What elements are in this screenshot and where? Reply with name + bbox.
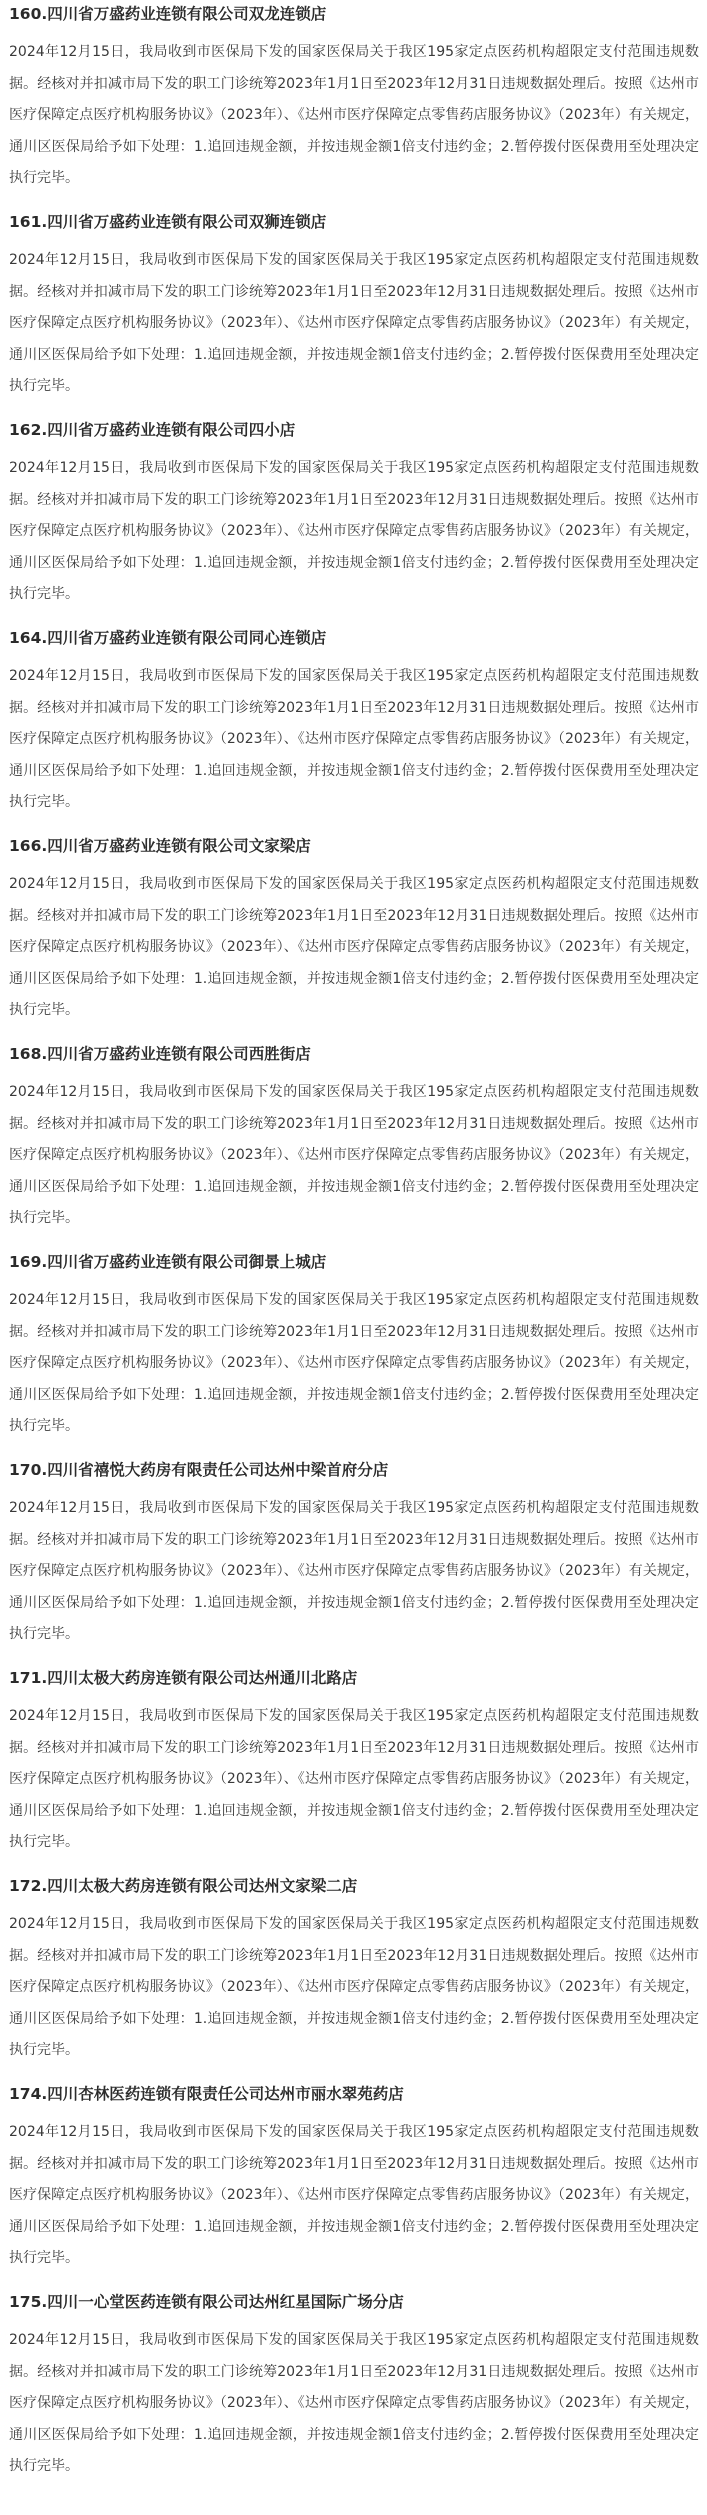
entry-body: 2024年12月15日，我局收到市医保局下发的国家医保局关于我区195家定点医药机构超限定支付范围违规数据。经核对并扣减市局下发的职工门诊统筹2023年1月1日至2023年12月31日违规数据处理后。按照《达州市医疗保障定点医疗机构服务协议》（2023年）、《达州市医疗保障定点零售药店服务协议》（2023年）有关规定，通川区医保局给予如下处理：1.追回违规金额，并按违规金额1倍支付违约金；2.暂停拨付医保费用至处理决定执行完毕。: [9, 44, 699, 186]
entry-body: 2024年12月15日，我局收到市医保局下发的国家医保局关于我区195家定点医药机构超限定支付范围违规数据。经核对并扣减市局下发的职工门诊统筹2023年1月1日至2023年12月31日违规数据处理后。按照《达州市医疗保障定点医疗机构服务协议》（2023年）、《达州市医疗保障定点零售药店服务协议》（2023年）有关规定，通川区医保局给予如下处理：1.追回违规金额，并按违规金额1倍支付违约金；2.暂停拨付医保费用至处理决定执行完毕。: [9, 2332, 699, 2474]
entry-body: 2024年12月15日，我局收到市医保局下发的国家医保局关于我区195家定点医药机构超限定支付范围违规数据。经核对并扣减市局下发的职工门诊统筹2023年1月1日至2023年12月31日违规数据处理后。按照《达州市医疗保障定点医疗机构服务协议》（2023年）、《达州市医疗保障定点零售药店服务协议》（2023年）有关规定，通川区医保局给予如下处理：1.追回违规金额，并按违规金额1倍支付违约金；2.暂停拨付医保费用至处理决定执行完毕。: [9, 1708, 699, 1850]
entry-166: [9, 832, 699, 1040]
entry-title: 172.四川太极大药房连锁有限公司达州文家梁二店: [9, 1877, 358, 1895]
entry-body: 2024年12月15日，我局收到市医保局下发的国家医保局关于我区195家定点医药机构超限定支付范围违规数据。经核对并扣减市局下发的职工门诊统筹2023年1月1日至2023年12月31日违规数据处理后。按照《达州市医疗保障定点医疗机构服务协议》（2023年）、《达州市医疗保障定点零售药店服务协议》（2023年）有关规定，通川区医保局给予如下处理：1.追回违规金额，并按违规金额1倍支付违约金；2.暂停拨付医保费用至处理决定执行完毕。: [9, 1916, 699, 2058]
entry-body: 2024年12月15日，我局收到市医保局下发的国家医保局关于我区195家定点医药机构超限定支付范围违规数据。经核对并扣减市局下发的职工门诊统筹2023年1月1日至2023年12月31日违规数据处理后。按照《达州市医疗保障定点医疗机构服务协议》（2023年）、《达州市医疗保障定点零售药店服务协议》（2023年）有关规定，通川区医保局给予如下处理：1.追回违规金额，并按违规金额1倍支付违约金；2.暂停拨付医保费用至处理决定执行完毕。: [9, 2124, 699, 2266]
entry-body: 2024年12月15日，我局收到市医保局下发的国家医保局关于我区195家定点医药机构超限定支付范围违规数据。经核对并扣减市局下发的职工门诊统筹2023年1月1日至2023年12月31日违规数据处理后。按照《达州市医疗保障定点医疗机构服务协议》（2023年）、《达州市医疗保障定点零售药店服务协议》（2023年）有关规定，通川区医保局给予如下处理：1.追回违规金额，并按违规金额1倍支付违约金；2.暂停拨付医保费用至处理决定执行完毕。: [9, 1500, 699, 1642]
entry-160: [9, 0, 699, 208]
entry-body: 2024年12月15日，我局收到市医保局下发的国家医保局关于我区195家定点医药机构超限定支付范围违规数据。经核对并扣减市局下发的职工门诊统筹2023年1月1日至2023年12月31日违规数据处理后。按照《达州市医疗保障定点医疗机构服务协议》（2023年）、《达州市医疗保障定点零售药店服务协议》（2023年）有关规定，通川区医保局给予如下处理：1.追回违规金额，并按违规金额1倍支付违约金；2.暂停拨付医保费用至处理决定执行完毕。: [9, 668, 699, 810]
entry-170: [9, 1456, 699, 1664]
entry-title: 166.四川省万盛药业连锁有限公司文家梁店: [9, 837, 311, 855]
entry-body: 2024年12月15日，我局收到市医保局下发的国家医保局关于我区195家定点医药机构超限定支付范围违规数据。经核对并扣减市局下发的职工门诊统筹2023年1月1日至2023年12月31日违规数据处理后。按照《达州市医疗保障定点医疗机构服务协议》（2023年）、《达州市医疗保障定点零售药店服务协议》（2023年）有关规定，通川区医保局给予如下处理：1.追回违规金额，并按违规金额1倍支付违约金；2.暂停拨付医保费用至处理决定执行完毕。: [9, 252, 699, 394]
entry-169: [9, 1248, 699, 1456]
entry-164: [9, 624, 699, 832]
entry-172: [9, 1872, 699, 2080]
entry-title: 161.四川省万盛药业连锁有限公司双狮连锁店: [9, 213, 327, 231]
entry-title: 174.四川杏林医药连锁有限责任公司达州市丽水翠苑药店: [9, 2085, 404, 2103]
entry-title: 160.四川省万盛药业连锁有限公司双龙连锁店: [9, 5, 327, 23]
entry-168: [9, 1040, 699, 1248]
entry-161: [9, 208, 699, 416]
entry-175: [9, 2288, 699, 2496]
entry-body: 2024年12月15日，我局收到市医保局下发的国家医保局关于我区195家定点医药机构超限定支付范围违规数据。经核对并扣减市局下发的职工门诊统筹2023年1月1日至2023年12月31日违规数据处理后。按照《达州市医疗保障定点医疗机构服务协议》（2023年）、《达州市医疗保障定点零售药店服务协议》（2023年）有关规定，通川区医保局给予如下处理：1.追回违规金额，并按违规金额1倍支付违约金；2.暂停拨付医保费用至处理决定执行完毕。: [9, 1292, 699, 1434]
entry-body: 2024年12月15日，我局收到市医保局下发的国家医保局关于我区195家定点医药机构超限定支付范围违规数据。经核对并扣减市局下发的职工门诊统筹2023年1月1日至2023年12月31日违规数据处理后。按照《达州市医疗保障定点医疗机构服务协议》（2023年）、《达州市医疗保障定点零售药店服务协议》（2023年）有关规定，通川区医保局给予如下处理：1.追回违规金额，并按违规金额1倍支付违约金；2.暂停拨付医保费用至处理决定执行完毕。: [9, 876, 699, 1018]
entry-body: 2024年12月15日，我局收到市医保局下发的国家医保局关于我区195家定点医药机构超限定支付范围违规数据。经核对并扣减市局下发的职工门诊统筹2023年1月1日至2023年12月31日违规数据处理后。按照《达州市医疗保障定点医疗机构服务协议》（2023年）、《达州市医疗保障定点零售药店服务协议》（2023年）有关规定，通川区医保局给予如下处理：1.追回违规金额，并按违规金额1倍支付违约金；2.暂停拨付医保费用至处理决定执行完毕。: [9, 1084, 699, 1226]
entry-162: [9, 416, 699, 624]
entry-title: 164.四川省万盛药业连锁有限公司同心连锁店: [9, 629, 327, 647]
entry-title: 168.四川省万盛药业连锁有限公司西胜街店: [9, 1045, 311, 1063]
entry-title: 175.四川一心堂医药连锁有限公司达州红星国际广场分店: [9, 2293, 404, 2311]
entry-body: 2024年12月15日，我局收到市医保局下发的国家医保局关于我区195家定点医药机构超限定支付范围违规数据。经核对并扣减市局下发的职工门诊统筹2023年1月1日至2023年12月31日违规数据处理后。按照《达州市医疗保障定点医疗机构服务协议》（2023年）、《达州市医疗保障定点零售药店服务协议》（2023年）有关规定，通川区医保局给予如下处理：1.追回违规金额，并按违规金额1倍支付违约金；2.暂停拨付医保费用至处理决定执行完毕。: [9, 460, 699, 602]
entry-171: [9, 1664, 699, 1872]
entry-title: 171.四川太极大药房连锁有限公司达州通川北路店: [9, 1669, 358, 1687]
entry-title: 170.四川省禧悦大药房有限责任公司达州中梁首府分店: [9, 1461, 389, 1479]
entry-title: 169.四川省万盛药业连锁有限公司御景上城店: [9, 1253, 327, 1271]
entry-title: 162.四川省万盛药业连锁有限公司四小店: [9, 421, 296, 439]
entry-174: [9, 2080, 699, 2288]
